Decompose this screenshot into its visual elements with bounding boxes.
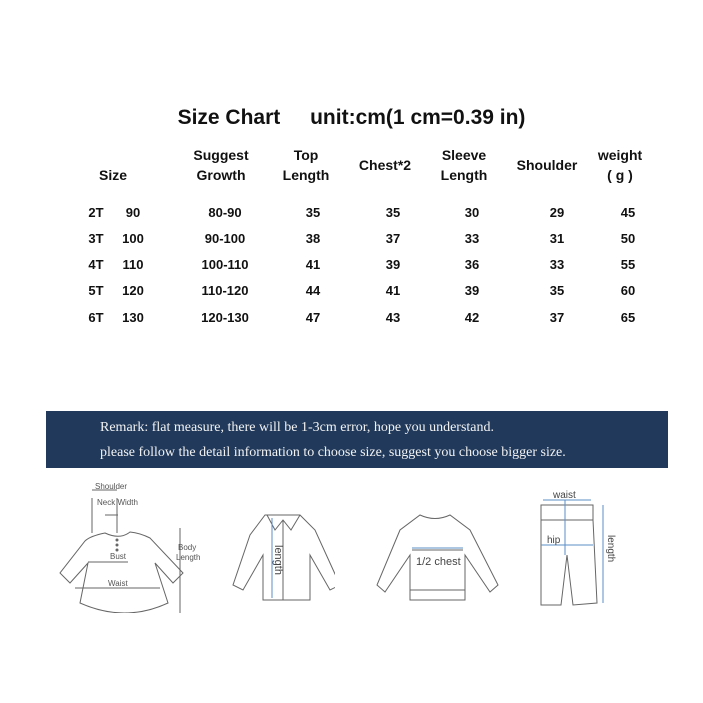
cell-chest: 39 — [385, 257, 401, 272]
column-header: Growth — [196, 167, 246, 183]
size-height: 90 — [125, 205, 141, 220]
column-header: Chest*2 — [358, 157, 412, 173]
cell-sleeve: 39 — [464, 283, 480, 298]
title-text: Size Chart — [177, 106, 281, 129]
column-header: weight — [597, 147, 643, 163]
remark-line-1: Remark: flat measure, there will be 1-3cm error, hope you understand. — [100, 420, 495, 435]
cell-chest: 35 — [385, 205, 401, 220]
hip-label: hip — [547, 535, 561, 546]
shoulder-label: Shoulder — [95, 482, 128, 491]
half-chest-label: 1/2 chest — [416, 556, 461, 568]
column-header: Shoulder — [516, 157, 578, 173]
cell-sleeve: 36 — [464, 257, 480, 272]
size-tag: 6T — [88, 310, 104, 325]
cell-weight: 50 — [620, 231, 636, 246]
size-height: 130 — [122, 310, 144, 325]
shirt-length-label: length — [272, 545, 284, 575]
size-tag: 2T — [88, 205, 104, 220]
column-header: Sleeve — [441, 147, 487, 163]
cell-sleeve: 33 — [464, 231, 480, 246]
size-tag: 4T — [88, 257, 104, 272]
cell-top: 38 — [305, 231, 321, 246]
cell-sleeve: 30 — [464, 205, 480, 220]
cell-growth: 100-110 — [201, 257, 249, 272]
bust-label: Bust — [110, 552, 127, 561]
cell-top: 47 — [305, 310, 321, 325]
column-header: Size — [98, 167, 127, 183]
size-tag: 3T — [88, 231, 104, 246]
remark-banner — [46, 411, 668, 468]
sweater-diagram — [370, 510, 505, 610]
size-height: 110 — [122, 257, 144, 272]
cell-weight: 55 — [620, 257, 636, 272]
cell-growth: 90-100 — [204, 231, 246, 246]
column-header: Suggest — [193, 147, 249, 163]
cell-top: 35 — [305, 205, 321, 220]
cell-growth: 80-90 — [208, 205, 242, 220]
cell-growth: 120-130 — [201, 310, 249, 325]
size-tag: 5T — [88, 283, 104, 298]
cell-chest: 43 — [385, 310, 401, 325]
cell-top: 44 — [305, 283, 321, 298]
column-header: Length — [282, 167, 330, 183]
pants-length-label: length — [605, 535, 616, 563]
cell-chest: 37 — [385, 231, 401, 246]
shirt-diagram — [225, 510, 335, 610]
cell-top: 41 — [305, 257, 321, 272]
column-header: Length — [440, 167, 488, 183]
pants-diagram — [535, 485, 635, 610]
cell-shoulder: 33 — [549, 257, 565, 272]
dress-diagram — [50, 478, 220, 613]
cell-shoulder: 37 — [549, 310, 565, 325]
cell-weight: 65 — [620, 310, 636, 325]
cell-weight: 60 — [620, 283, 636, 298]
column-header: ( g ) — [607, 167, 633, 183]
unit-text: unit:cm(1 cm=0.39 in) — [310, 106, 526, 129]
waist-label: waist — [553, 490, 576, 501]
cell-weight: 45 — [620, 205, 636, 220]
page-title — [0, 106, 703, 130]
remark-line-2: please follow the detail information to choose size, suggest you choose bigger size. — [100, 445, 566, 460]
body-length-label-2: Length — [176, 553, 201, 562]
cell-growth: 110-120 — [201, 283, 249, 298]
cell-shoulder: 31 — [549, 231, 565, 246]
waist-label: Waist — [108, 579, 128, 588]
cell-sleeve: 42 — [464, 310, 480, 325]
cell-shoulder: 29 — [549, 205, 565, 220]
size-height: 120 — [122, 283, 144, 298]
column-header: Top — [293, 147, 319, 163]
neck-width-label: Neck Width — [97, 498, 138, 507]
body-length-label-1: Body — [178, 543, 197, 552]
cell-chest: 41 — [385, 283, 401, 298]
size-height: 100 — [122, 231, 144, 246]
cell-shoulder: 35 — [549, 283, 565, 298]
